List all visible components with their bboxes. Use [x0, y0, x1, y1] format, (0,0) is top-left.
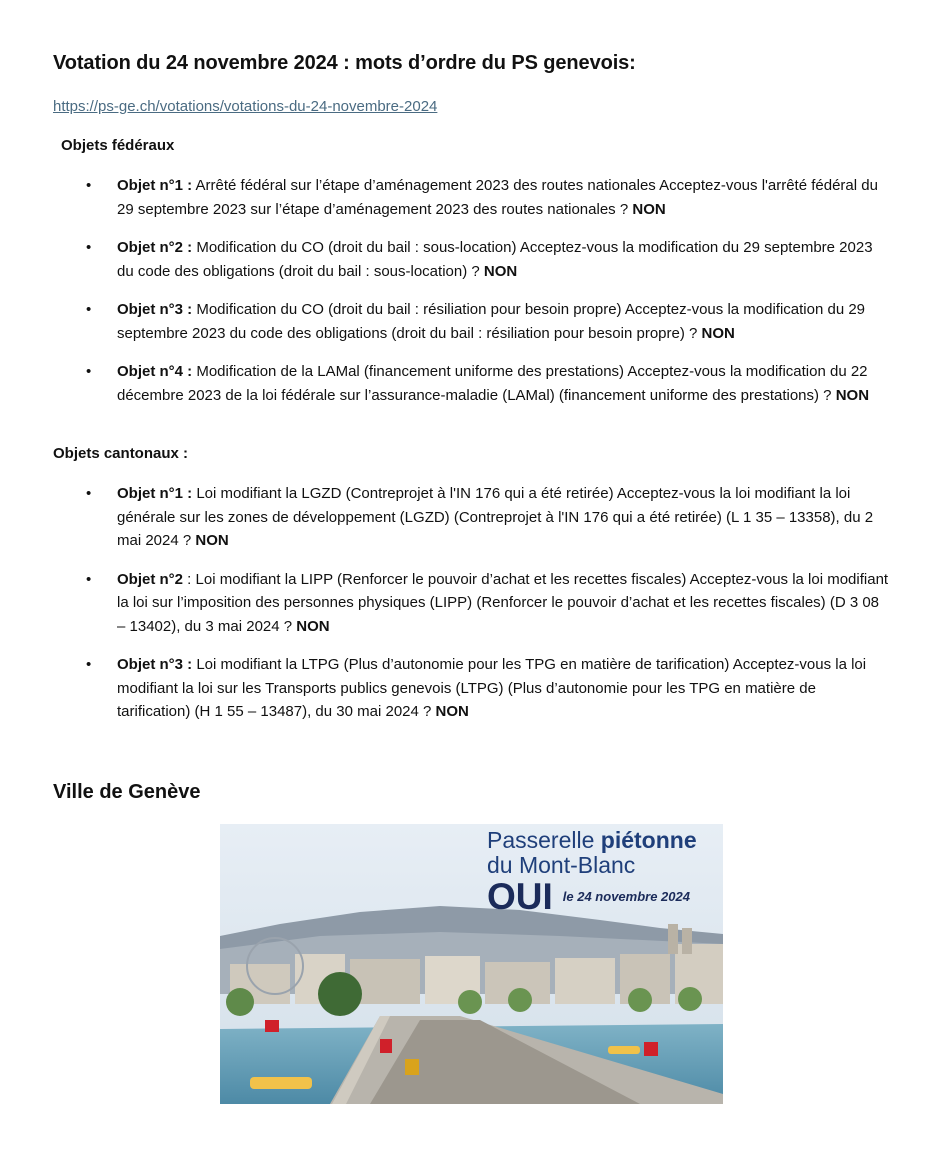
vote-value: NON [835, 386, 870, 404]
vote-value: NON [483, 262, 518, 280]
bullet-icon: • [86, 570, 92, 588]
vote-value: NON [632, 200, 666, 218]
bullet-icon: • [86, 239, 92, 256]
list-item: • Objet n°3 : Modification du CO (droit du bail : résiliation pour besoin propre) Acceptez-vous la modification du 29 septembre 2023 du code des obligations (droit du bail : résiliation pour besoin propre) ? NON [0, 298, 930, 345]
source-link[interactable]: https://ps-ge.ch/votations/votations-du-24-novembre-2024 [53, 98, 438, 115]
page-title: Votation du 24 novembre 2024 : mots d’ordre du PS genevois: [53, 52, 636, 74]
federal-list [0, 174, 930, 422]
bullet-icon: • [86, 485, 92, 502]
vote-value: NON [435, 703, 469, 720]
vote-value: NON [296, 617, 330, 635]
bullet-icon: • [86, 177, 92, 194]
poster-image [220, 824, 723, 1104]
list-item: • Objet n°3 : Loi modifiant la LTPG (Plus d’autonomie pour les TPG en matière de tarification) Acceptez-vous la loi modifiant la loi sur les Transports publics genevois (LTPG) (Plus d’autonomie pour les TPG en matière de tarification) (H 1 55 – 13487), du 30 mai 2024 ? NON [0, 653, 930, 724]
vote-value: NON [701, 324, 735, 342]
poster-vote: OUI [487, 876, 553, 917]
cantonal-list [0, 482, 930, 739]
list-item: • Objet n°1 : Arrêté fédéral sur l’étape d’aménagement 2023 des routes nationales Acceptez-vous l'arrêté fédéral du 29 septembre 2023 sur l’étape d’aménagement 2023 des routes nationales ? NON [0, 174, 930, 221]
list-item: • Objet n°4 : Modification de la LAMal (financement uniforme des prestations) Acceptez-vous la modification du 22 décembre 2023 de la loi fédérale sur l’assurance-maladie (LAMal) (financement uniforme des prestations) ? NON [0, 360, 930, 407]
list-item: • Objet n°1 : Loi modifiant la LGZD (Contreprojet à l'IN 176 qui a été retirée) Acceptez-vous la loi modifiant la loi générale sur les zones de développement (LGZD) (Contreprojet à l'IN 176 qui a été retirée) (L 1 35 – 13358), du 2 mai 2024 ? NON [0, 482, 930, 553]
list-item: • Objet n°2 : Loi modifiant la LIPP (Renforcer le pouvoir d’achat et les recettes fiscales) Acceptez-vous la loi modifiant la loi sur l’imposition des personnes physiques (LIPP) (Renforcer le pouvoir d’achat et les recettes fiscales) (D 3 08 – 13402), du 3 mai 2024 ? NON [0, 568, 930, 639]
federal-heading: Objets fédéraux [61, 137, 175, 154]
poster-date: le 24 novembre 2024 [562, 889, 690, 904]
cantonal-heading: Objets cantonaux : [53, 445, 189, 462]
city-heading: Ville de Genève [53, 781, 201, 803]
bullet-icon: • [86, 363, 92, 380]
list-item: • Objet n°2 : Modification du CO (droit du bail : sous-location) Acceptez-vous la modification du 29 septembre 2023 du code des obligations (droit du bail : sous-location) ? NON [0, 236, 930, 283]
bullet-icon: • [86, 301, 92, 318]
vote-value: NON [195, 532, 229, 549]
poster-caption: Passerelle piétonne du Mont-Blanc OUI $^{le 24 novembre 2024}$ [487, 827, 697, 917]
bullet-icon: • [86, 656, 92, 673]
